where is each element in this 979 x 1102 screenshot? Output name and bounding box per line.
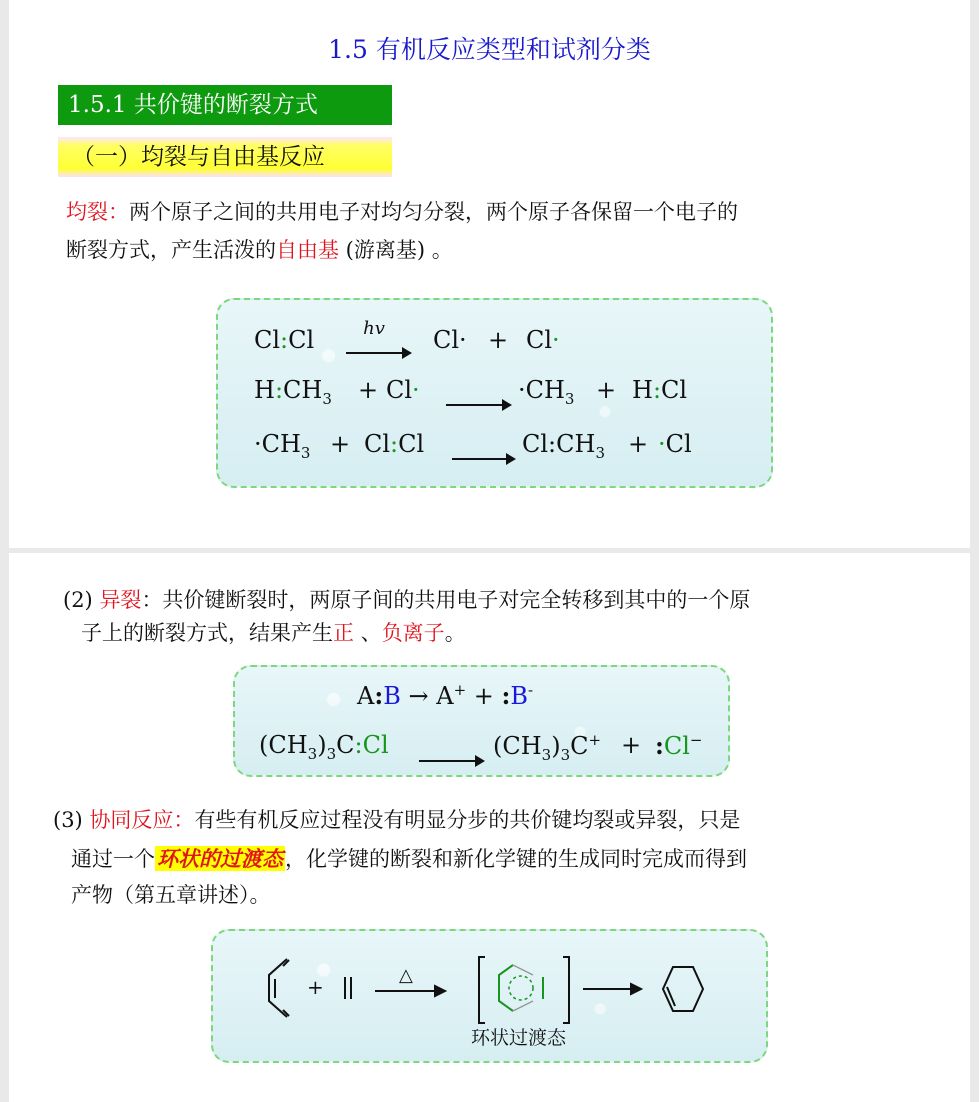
transition-state-icon [499, 965, 543, 1011]
eq2-plus-1: + [358, 376, 379, 404]
eq3-cl2: Cl:Cl [364, 430, 425, 458]
eq3-product-2: ·Cl [658, 430, 692, 458]
page-title: 1.5 有机反应类型和试剂分类 [328, 35, 651, 64]
eq5-product-2: :Cl− [655, 731, 703, 760]
arrow-3 [446, 448, 520, 467]
subsection-heading: （一）均裂与自由基反应 [58, 137, 392, 177]
arrow-5 [413, 750, 489, 769]
term-free-radical: 自由基 [276, 238, 339, 262]
concerted-line-2: 通过一个环状的过渡态，化学键的断裂和新化学键的生成同时完成而得到 [71, 846, 747, 871]
section-heading: 1.5.1 共价键的断裂方式 [58, 85, 392, 125]
heat-arrow-icon [375, 986, 445, 996]
equation-1: Cl:Cl [254, 326, 315, 354]
term-concerted: 协同反应： [89, 808, 195, 832]
transition-state-caption: 环状过渡态 [471, 1027, 567, 1049]
butadiene-icon [269, 959, 289, 1017]
equation-3-reactant: $\cdot CH_3$ [254, 430, 311, 462]
eq2-product-2: H:Cl [632, 376, 688, 404]
arrow-1 [340, 342, 416, 361]
scheme-plus: + [307, 975, 324, 999]
term-heterolysis: 异裂 [99, 588, 142, 612]
eq3-product-1: $Cl:CH_3$ [522, 430, 605, 462]
ethylene-icon [345, 977, 351, 999]
slide-2 [9, 553, 970, 1102]
concerted-line-3: 产物（第五章讲述）。 [71, 883, 271, 907]
diels-alder-box [211, 929, 768, 1063]
reaction-arrow-icon [583, 984, 641, 994]
equation-4: A:B → A+ + :B- [357, 681, 534, 710]
eq2-cl-radical: Cl· [386, 376, 420, 404]
eq5-product-1: $(CH_3)_3C^+$ [493, 731, 602, 764]
eq3-plus-2: + [628, 430, 649, 458]
eq3-plus-1: + [330, 430, 351, 458]
eq1-product-1: Cl· [433, 326, 467, 354]
eq2-product-1: $\cdot CH_3$ [518, 376, 575, 408]
eq2-plus-2: + [596, 376, 617, 404]
eq1-product-2: Cl· [526, 326, 560, 354]
slide-1 [9, 0, 970, 548]
cyclic-transition-state-highlight: 环状的过渡态 [157, 846, 283, 871]
heterolysis-equations-box [233, 665, 730, 777]
equation-5-reactant: $(CH_3)_3C:Cl$ [259, 731, 389, 763]
cyclohexene-icon [663, 967, 703, 1011]
bracket-icon [479, 957, 569, 1023]
concerted-line-1: (3) 协同反应：有些有机反应过程没有明显分步的共价键均裂或异裂，只是 [53, 808, 741, 832]
definition-line-1: 均裂：两个原子之间的共用电子对均匀分裂，两个原子各保留一个电子的 [66, 200, 738, 224]
homolysis-equations-box [216, 298, 773, 488]
eq5-plus: + [621, 731, 642, 759]
definition-line-2: 断裂方式，产生活泼的自由基 (游离基) 。 [66, 238, 453, 262]
heat-symbol: △ [399, 965, 413, 986]
equation-2-reactant: $H:CH_3$ [254, 376, 332, 408]
condition-hv: hv [363, 318, 385, 339]
heterolysis-line-1: (2) 异裂：共价键断裂时，两原子间的共用电子对完全转移到其中的一个原 [63, 588, 751, 612]
arrow-2 [440, 394, 516, 413]
heterolysis-line-2: 子上的断裂方式，结果产生正 、负离子。 [81, 621, 466, 645]
term-homolysis: 均裂： [66, 200, 129, 224]
eq1-plus: + [488, 326, 509, 354]
